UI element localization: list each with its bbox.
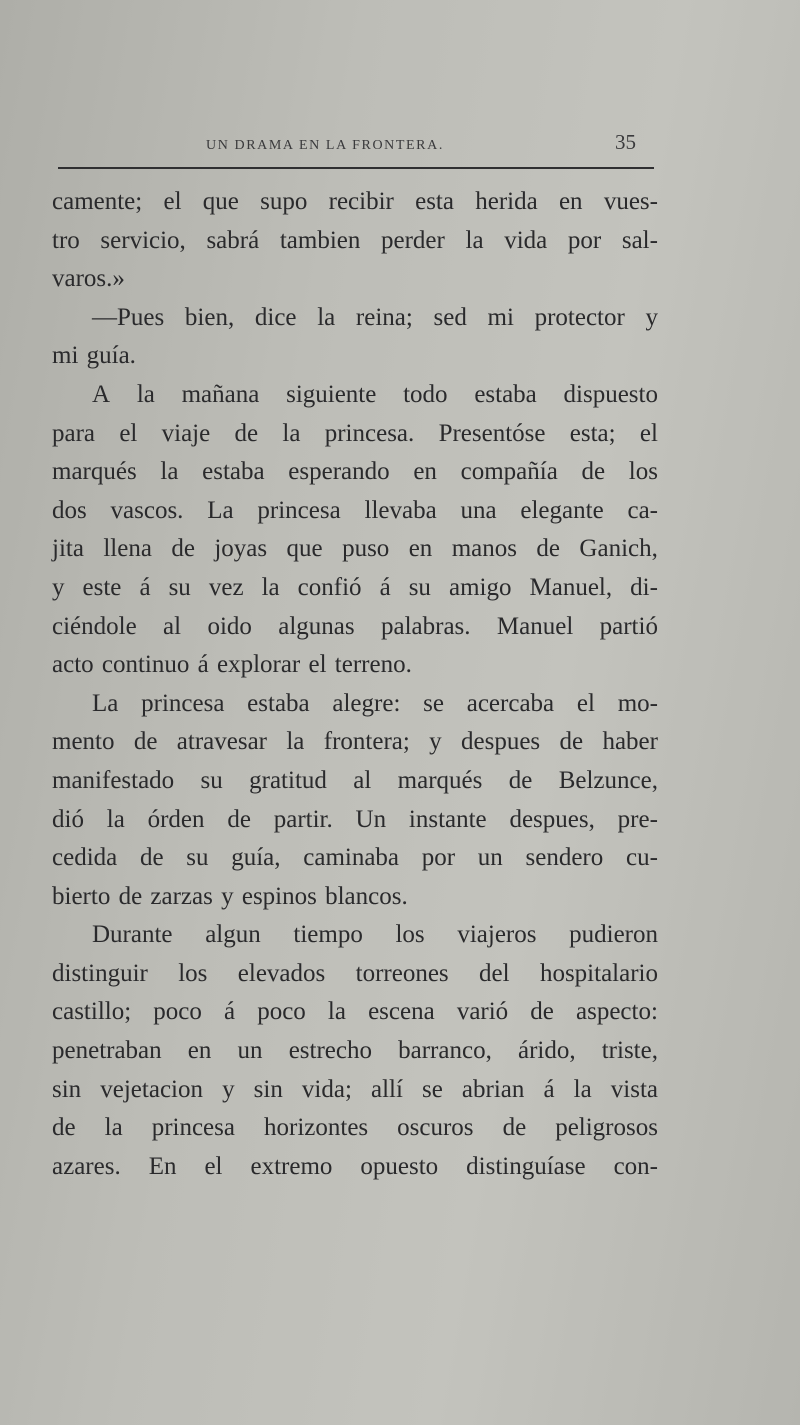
word: esperando (288, 458, 390, 486)
word: por (567, 226, 602, 254)
word: vida; (301, 1075, 352, 1103)
word: servicio, (100, 226, 186, 254)
word: joyas (214, 535, 268, 563)
word: para (52, 419, 96, 447)
word: torreones (355, 959, 449, 987)
word: caminaba (303, 844, 400, 872)
word: que (286, 535, 323, 563)
text-line (52, 376, 658, 415)
word: princesa (257, 496, 341, 524)
word: la (106, 805, 125, 833)
word: vista (610, 1075, 658, 1103)
word: el (119, 419, 138, 447)
word: cedida (52, 844, 118, 872)
word: hospitalario (539, 959, 658, 987)
word: vida (504, 226, 548, 254)
word: atravesar (176, 728, 268, 756)
word: distinguir (52, 959, 148, 987)
word: la (136, 380, 155, 408)
word: en (408, 535, 433, 563)
word: acercaba (466, 689, 555, 717)
word: allí (371, 1075, 403, 1103)
word: partió (599, 612, 658, 640)
word: aspecto: (576, 998, 658, 1026)
word: los (395, 921, 425, 949)
word: palabras. (381, 612, 471, 640)
word: dice (254, 303, 297, 331)
word: despues, (509, 805, 595, 833)
text-line (52, 762, 658, 801)
word: castillo; (52, 998, 132, 1026)
word: Ganich, (579, 535, 658, 563)
word: elevados (237, 959, 326, 987)
word: mento (52, 728, 115, 756)
text-line (52, 492, 658, 531)
word: Presentóse (438, 419, 546, 447)
word: ca- (627, 496, 658, 524)
running-head (58, 128, 654, 162)
text-line (52, 685, 658, 724)
word: tiempo (293, 921, 363, 949)
word: esta (415, 188, 454, 215)
word: marqués (52, 458, 137, 486)
word: á (223, 998, 236, 1026)
word: al (163, 612, 182, 640)
word: los (628, 458, 658, 486)
word: su (168, 573, 191, 601)
word: de (171, 535, 195, 563)
word: barranco, (398, 1037, 492, 1065)
word: supo (260, 188, 308, 215)
word: escena (368, 998, 435, 1026)
word: amigo (448, 573, 512, 601)
word: sin (52, 1075, 82, 1103)
text-line (52, 916, 658, 955)
word: manifestado (52, 766, 175, 794)
word: la (104, 1114, 123, 1142)
word: princesa (151, 1114, 235, 1142)
word: gratitud (249, 766, 327, 794)
word: —Pues (92, 303, 165, 331)
word: sed (433, 303, 467, 331)
text-line (52, 183, 658, 222)
word: viajeros (457, 921, 537, 949)
word: tro (52, 226, 80, 254)
text-line (52, 1032, 658, 1071)
word: vues- (603, 188, 658, 215)
word: recibir (328, 188, 394, 215)
word: de (52, 1114, 76, 1142)
word: el (576, 689, 595, 717)
word: sendero (525, 844, 604, 872)
word: La (207, 496, 234, 524)
word: Un (355, 805, 387, 833)
word: bien, (184, 303, 235, 331)
word: herida (475, 188, 538, 215)
word: vejetacion (100, 1075, 203, 1103)
word: órden (147, 805, 205, 833)
text-line (52, 530, 658, 569)
word: abrian (461, 1075, 525, 1103)
text-line (52, 1071, 658, 1110)
word: de (530, 998, 554, 1026)
word: jita (52, 535, 84, 563)
word: oscuros (397, 1114, 474, 1142)
word: de (234, 419, 259, 447)
text-line (52, 608, 658, 647)
word: en (187, 1037, 212, 1065)
word: su (408, 573, 431, 601)
word: su (200, 766, 223, 794)
page-number: 35 (615, 130, 636, 154)
text-line: mi guía. (52, 342, 136, 370)
word: horizontes (264, 1114, 369, 1142)
text-line (52, 453, 658, 492)
word: dos (52, 496, 87, 524)
text-line (52, 801, 658, 840)
word: de (508, 766, 533, 794)
text-line (52, 415, 658, 454)
word: manos (451, 535, 517, 563)
word: el (639, 419, 658, 447)
word: de (536, 535, 561, 563)
word: protector (534, 303, 625, 331)
text-line: varos.» (52, 265, 125, 293)
word: di- (630, 573, 658, 601)
word: poco (257, 998, 306, 1026)
word: elegante (520, 496, 604, 524)
word: su (186, 844, 209, 872)
word: azares. (52, 1152, 121, 1180)
word: llevaba (364, 496, 437, 524)
word: mi (487, 303, 514, 331)
word: la (573, 1075, 592, 1103)
word: árido, (517, 1037, 576, 1065)
word: viaje (161, 419, 211, 447)
text-line (52, 222, 658, 261)
word: la (261, 573, 280, 601)
word: con- (613, 1152, 658, 1180)
word: este (82, 573, 122, 601)
word: frontera; (323, 728, 410, 756)
word: la (327, 998, 346, 1026)
word: puso (342, 535, 390, 563)
word: pre- (617, 805, 658, 833)
word: todo (403, 380, 448, 408)
body-text (52, 183, 658, 1186)
running-title: UN DRAMA EN LA FRONTERA. (206, 138, 444, 153)
word: esta; (569, 419, 616, 447)
word: la (317, 303, 336, 331)
word: en (413, 458, 437, 486)
word: oido (207, 612, 252, 640)
word: Belzunce, (558, 766, 658, 794)
text-line (52, 1148, 658, 1187)
word: siguiente (286, 380, 377, 408)
word: sin (253, 1075, 283, 1103)
word: se (423, 689, 444, 717)
word: á (139, 573, 151, 601)
word: la (160, 458, 179, 486)
word: por (421, 844, 456, 872)
word: el (204, 1152, 223, 1180)
word: á (543, 1075, 555, 1103)
word: princesa. (324, 419, 415, 447)
word: los (178, 959, 208, 987)
word: opuesto (360, 1152, 439, 1180)
word: un (237, 1037, 263, 1065)
word: pudieron (569, 921, 658, 949)
word: mo- (617, 689, 658, 717)
text-line: acto continuo á explorar el terreno. (52, 651, 412, 679)
word: instante (408, 805, 487, 833)
word: mañana (181, 380, 260, 408)
word: de (502, 1114, 527, 1142)
word: que (202, 188, 239, 215)
word: y (52, 573, 65, 601)
word: el (163, 188, 182, 215)
word: dispuesto (563, 380, 658, 408)
word: en (558, 188, 583, 215)
word: extremo (250, 1152, 333, 1180)
text-line (52, 299, 658, 338)
text-line (52, 723, 658, 762)
word: tambien (279, 226, 361, 254)
word: guía, (231, 844, 281, 872)
word: alegre: (332, 689, 401, 717)
word: un (477, 844, 503, 872)
word: estaba (247, 689, 310, 717)
word: dió (52, 805, 84, 833)
text-line (52, 839, 658, 878)
word: al (353, 766, 372, 794)
word: perder (381, 226, 445, 254)
word: triste, (601, 1037, 658, 1065)
word: Manuel (496, 612, 574, 640)
word: despues (461, 728, 541, 756)
word: de (133, 728, 158, 756)
word: En (148, 1152, 177, 1180)
word: compañía (460, 458, 558, 486)
word: estaba (474, 380, 537, 408)
word: algunas (278, 612, 355, 640)
word: la (282, 419, 301, 447)
word: y (222, 1075, 235, 1103)
word: varió (456, 998, 509, 1026)
word: penetraban (52, 1037, 162, 1065)
word: Durante (92, 921, 173, 949)
word: Manuel, (529, 573, 613, 601)
word: estaba (202, 458, 265, 486)
text-line (52, 993, 658, 1032)
word: haber (602, 728, 658, 756)
word: vez (208, 573, 244, 601)
word: una (460, 496, 497, 524)
word: peligrosos (555, 1114, 658, 1142)
word: llena (103, 535, 152, 563)
text-line (52, 1109, 658, 1148)
word: camente; (52, 188, 143, 215)
header-rule (58, 167, 654, 169)
word: de (227, 805, 251, 833)
word: algun (205, 921, 261, 949)
word: confió (297, 573, 362, 601)
word: vascos. (110, 496, 184, 524)
word: La (92, 689, 119, 717)
word: de (139, 844, 164, 872)
word: cu- (625, 844, 658, 872)
word: sabrá (206, 226, 260, 254)
text-line (52, 955, 658, 994)
word: partir. (273, 805, 333, 833)
word: reina; (355, 303, 413, 331)
word: á (379, 573, 391, 601)
word: la (286, 728, 305, 756)
word: la (465, 226, 484, 254)
word: sal- (621, 226, 658, 254)
word: marqués (397, 766, 483, 794)
word: y (429, 728, 442, 756)
word: de (581, 458, 606, 486)
text-line: bierto de zarzas y espinos blancos. (52, 882, 408, 910)
word: distinguíase (466, 1152, 586, 1180)
word: princesa (141, 689, 225, 717)
text-line (52, 569, 658, 608)
word: y (645, 303, 658, 331)
word: poco (153, 998, 202, 1026)
word: se (422, 1075, 443, 1103)
word: estrecho (288, 1037, 372, 1065)
word: de (559, 728, 584, 756)
word: del (479, 959, 510, 987)
word: ciéndole (52, 612, 137, 640)
word: A (92, 380, 111, 408)
